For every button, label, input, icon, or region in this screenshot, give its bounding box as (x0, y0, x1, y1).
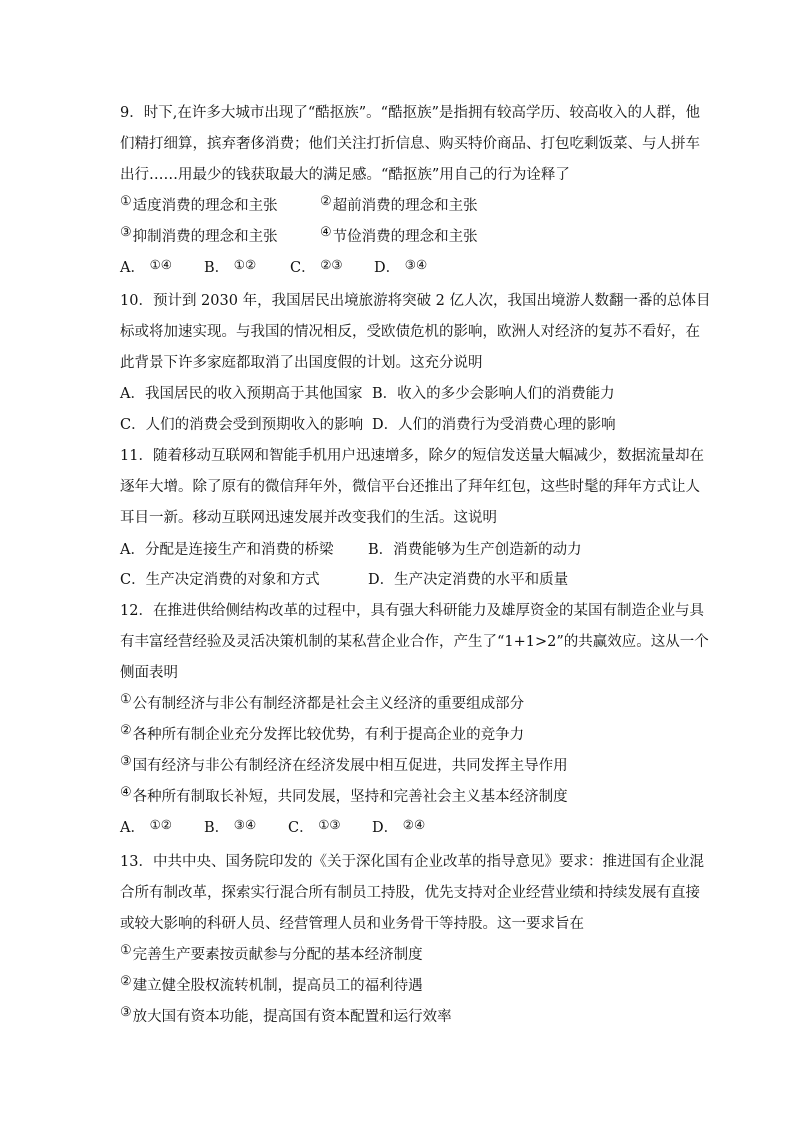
q9-item-1-text: 适度消费的理念和主张 (132, 198, 278, 214)
q9-item-2 (320, 196, 478, 217)
q12-answer-c (288, 818, 341, 838)
answer-value: ①② (233, 257, 257, 272)
q12-item-2 (120, 725, 524, 746)
q10-choice-c: C．人们的消费会受到预期收入的影响 (120, 417, 364, 433)
answer-value: ②④ (402, 817, 426, 832)
q10-stem-line-3: 此背景下许多家庭都取消了出国度假的计划。这充分说明 (120, 355, 483, 371)
q9-item-3-text: 抑制消费的理念和主张 (132, 229, 278, 245)
q9-answer-a (120, 258, 172, 278)
q13-item-1 (120, 945, 423, 966)
q12-stem-line-2: 有丰富经营经验及灵活决策机制的某私营企业合作，产生了“1+1>2”的共赢效应。这从一个 (120, 634, 709, 650)
q12-item-2-num: ② (120, 723, 132, 738)
q12-item-1 (120, 694, 524, 715)
q13-item-2-num: ② (120, 974, 132, 989)
q10-stem-line-1: 10．预计到 2030 年，我国居民出境旅游将突破 2 亿人次，我国出境游人数翻一番的总体目 (120, 293, 711, 309)
q9-item-1 (120, 196, 278, 217)
q13-item-3-text: 放大国有资本功能，提高国有资本配置和运行效率 (132, 1009, 452, 1025)
q9-answer-c (290, 258, 343, 278)
q12-item-3 (120, 756, 568, 777)
q12-item-3-num: ③ (120, 754, 132, 769)
q12-answer-d (372, 818, 425, 838)
q13-item-3-num: ③ (120, 1005, 132, 1020)
q9-stem-line-1: 9．时下,在许多大城市出现了“酷抠族”。“酷抠族”是指拥有较高学历、较高收入的人群，他 (120, 105, 700, 121)
q10-stem-line-2: 标或将加速实现。与我国的情况相反，受欧债危机的影响，欧洲人对经济的复苏不看好，在 (120, 324, 700, 340)
q11-choice-b: B．消费能够为生产创造新的动力 (368, 542, 582, 558)
answer-value: ③④ (233, 817, 257, 832)
q9-answer-d (374, 258, 427, 278)
q9-item-4-text: 节俭消费的理念和主张 (332, 229, 478, 245)
q9-item-2-num: ② (320, 194, 332, 209)
answer-value: ①② (149, 817, 173, 832)
q9-item-4-num: ④ (320, 225, 332, 240)
q11-choice-a: A．分配是连接生产和消费的桥梁 (120, 542, 334, 558)
q11-choice-c: C．生产决定消费的对象和方式 (120, 572, 320, 588)
q13-stem-line-1: 13．中共中央、国务院印发的《关于深化国有企业改革的指导意见》要求：推进国有企业混 (120, 854, 704, 870)
q12-item-1-text: 公有制经济与非公有制经济都是社会主义经济的重要组成部分 (132, 696, 525, 712)
q13-item-2-text: 建立健全股权流转机制，提高员工的福利待遇 (132, 978, 423, 994)
answer-letter: B． (204, 260, 230, 276)
q10-choice-a: A．我国居民的收入预期高于其他国家 (120, 386, 363, 402)
answer-letter: D． (374, 260, 401, 276)
q12-stem-line-1: 12．在推进供给侧结构改革的过程中，具有强大科研能力及雄厚资金的某国有制造企业与具 (120, 603, 704, 619)
answer-letter: D． (372, 820, 399, 836)
q9-item-4 (320, 227, 478, 248)
answer-letter: A． (120, 820, 145, 836)
answer-letter: A． (120, 260, 145, 276)
answer-letter: C． (290, 260, 316, 276)
q13-stem-line-2: 合所有制改革，探索实行混合所有制员工持股，优先支持对企业经营业绩和持续发展有直接 (120, 885, 700, 901)
q9-item-3-num: ③ (120, 225, 132, 240)
q12-item-4 (120, 787, 568, 808)
q12-answer-b (204, 818, 256, 838)
q13-stem-line-3: 或较大影响的科研人员、经营管理人员和业务骨干等持股。这一要求旨在 (120, 916, 584, 932)
q12-item-2-text: 各种所有制企业充分发挥比较优势，有利于提高企业的竞争力 (132, 727, 525, 743)
answer-letter: C． (288, 820, 314, 836)
q12-item-3-text: 国有经济与非公有制经济在经济发展中相互促进，共同发挥主导作用 (132, 758, 568, 774)
q12-stem-line-3: 侧面表明 (120, 665, 178, 681)
q11-stem-line-3: 耳目一新。移动互联网迅速发展并改变我们的生活。这说明 (120, 510, 497, 526)
q11-stem-line-2: 逐年大增。除了原有的微信拜年外，微信平台还推出了拜年红包，这些时髦的拜年方式让人 (120, 479, 700, 495)
q12-answer-a (120, 818, 172, 838)
q13-item-1-num: ① (120, 943, 132, 958)
q12-item-1-num: ① (120, 692, 132, 707)
q9-stem-line-2: 们精打细算，摈弃奢侈消费；他们关注打折信息、购买特价商品、打包吃剩饭菜、与人拼车 (120, 136, 700, 152)
q9-answer-b (204, 258, 256, 278)
q11-stem-line-1: 11．随着移动互联网和智能手机用户迅速增多，除夕的短信发送量大幅减少，数据流量却在 (120, 448, 704, 464)
q9-stem-line-3: 出行……用最少的钱获取最大的满足感。“酷抠族”用自己的行为诠释了 (120, 167, 570, 183)
q9-item-2-text: 超前消费的理念和主张 (332, 198, 478, 214)
answer-value: ③④ (404, 257, 428, 272)
q10-choice-b: B．收入的多少会影响人们的消费能力 (372, 386, 615, 402)
q12-item-4-num: ④ (120, 785, 132, 800)
answer-letter: B． (204, 820, 230, 836)
q13-item-3 (120, 1007, 452, 1028)
answer-value: ①④ (149, 257, 173, 272)
answer-value: ②③ (320, 257, 343, 272)
q9-item-1-num: ① (120, 194, 132, 209)
q9-item-3 (120, 227, 278, 248)
q11-choice-d: D．生产决定消费的水平和质量 (368, 572, 569, 588)
q10-choice-d: D．人们的消费行为受消费心理的影响 (372, 417, 616, 433)
q13-item-1-text: 完善生产要素按贡献参与分配的基本经济制度 (132, 947, 423, 963)
q12-item-4-text: 各种所有制取长补短，共同发展，坚持和完善社会主义基本经济制度 (132, 789, 568, 805)
q13-item-2 (120, 976, 423, 997)
answer-value: ①③ (318, 817, 341, 832)
